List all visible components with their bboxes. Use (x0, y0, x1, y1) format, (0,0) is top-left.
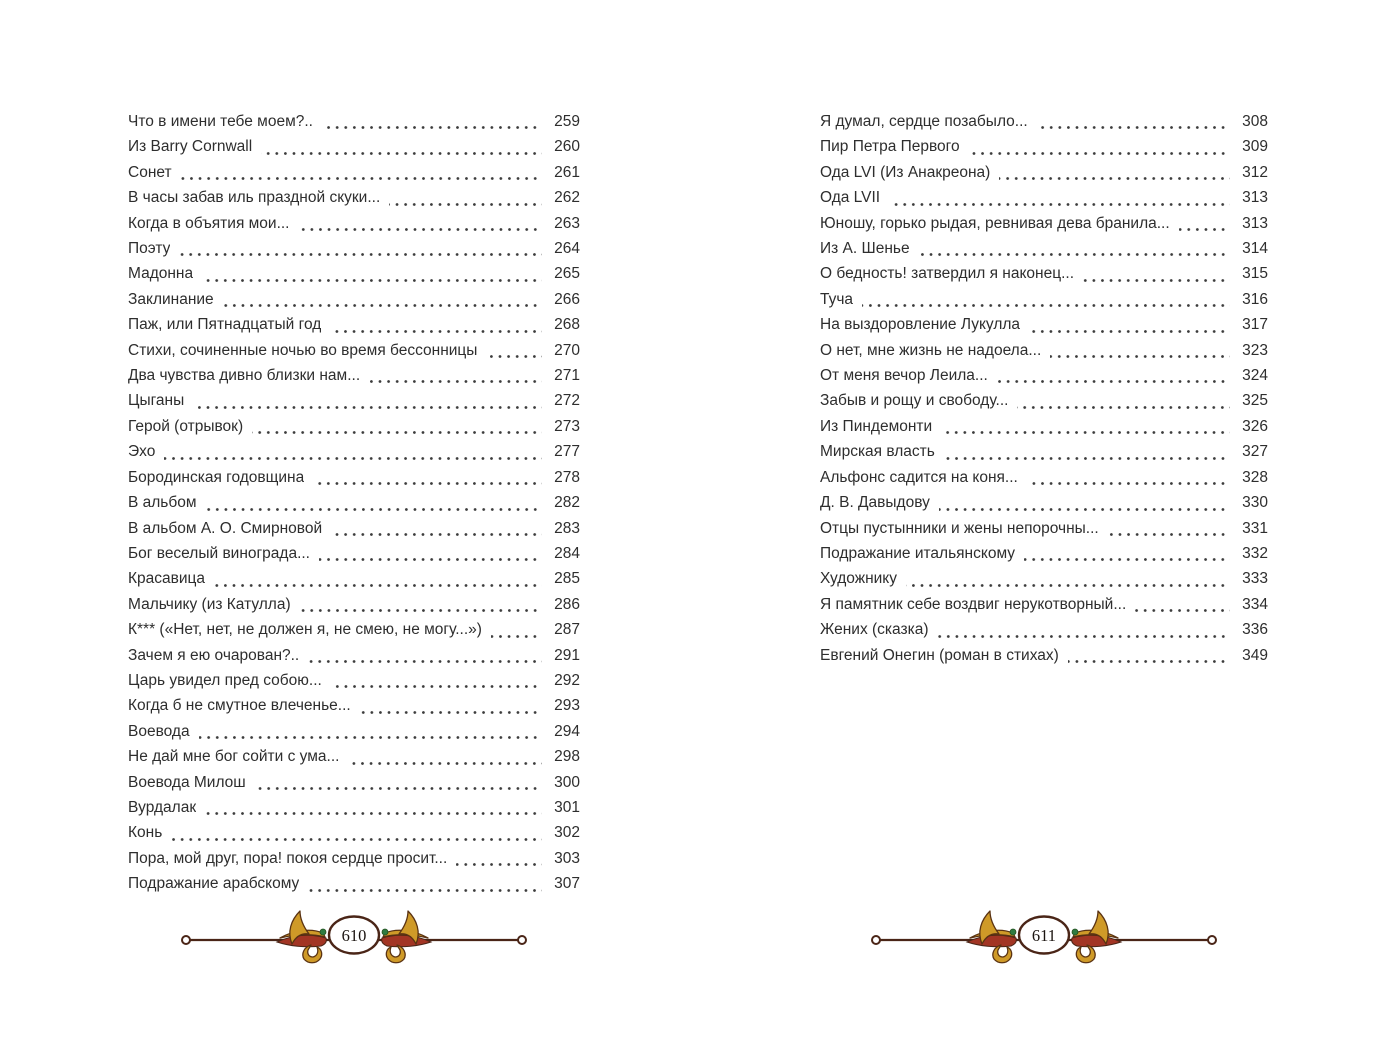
dot-leader (202, 279, 542, 282)
toc-entry-title: Сонет (128, 163, 172, 181)
dot-leader (938, 635, 1230, 638)
toc-entry-page: 327 (1242, 443, 1268, 461)
toc-entry-title: Забыв и рощу и свободу... (820, 392, 1009, 410)
dot-leader (214, 584, 542, 587)
dot-leader (205, 812, 542, 815)
dot-leader (969, 152, 1230, 155)
dot-leader (862, 304, 1230, 307)
toc-entry-page: 291 (554, 646, 580, 664)
ornament-endcap-icon (1208, 936, 1216, 944)
toc-entry (128, 566, 580, 591)
toc-entry-page: 331 (1242, 519, 1268, 537)
toc-entry (128, 516, 580, 541)
toc-entry (128, 109, 580, 134)
toc-entry (820, 109, 1268, 134)
toc-entry (820, 439, 1268, 464)
toc-entry (820, 490, 1268, 515)
dot-leader (360, 711, 542, 714)
toc-entry-title: Отцы пустынники и жены непорочны... (820, 519, 1099, 537)
folio-ornament-right (870, 904, 1218, 968)
dot-leader (486, 355, 542, 358)
toc-entry (128, 287, 580, 312)
toc-entry-title: Жених (сказка) (820, 621, 929, 639)
toc-entry-page: 270 (554, 341, 580, 359)
toc-entry-title: Бородинская годовщина (128, 468, 305, 486)
dot-leader (164, 457, 542, 460)
folio-ornament-left (180, 904, 528, 968)
toc-entry-page: 316 (1242, 290, 1268, 308)
toc-entry-page: 334 (1242, 595, 1268, 613)
dot-leader (1029, 330, 1230, 333)
toc-entry-title: От меня вечор Леила... (820, 367, 988, 385)
toc-entry (128, 795, 580, 820)
toc-entry-title: Два чувства дивно близки нам... (128, 367, 361, 385)
toc-entry (128, 744, 580, 769)
toc-entry-title: Стихи, сочиненные ночью во время бессонницы (128, 341, 478, 359)
acanthus-left-icon (967, 911, 1016, 963)
dot-leader (331, 685, 542, 688)
toc-entry-page: 313 (1242, 214, 1268, 232)
toc-entry-page: 301 (554, 798, 580, 816)
toc-entry-title: Ода LVII (820, 189, 881, 207)
toc-entry (820, 160, 1268, 185)
toc-entry-title: Заклинание (128, 290, 214, 308)
toc-entry-page: 278 (554, 468, 580, 486)
page-left (128, 109, 580, 897)
toc-entry-title: Художнику (820, 570, 898, 588)
toc-entry-title: Из Barry Cornwall (128, 138, 253, 156)
toc-entry-page: 298 (554, 748, 580, 766)
dot-leader (300, 609, 542, 612)
toc-entry-title: Герой (отрывок) (128, 417, 244, 435)
toc-entry (128, 719, 580, 744)
toc-entry-title: Воевода (128, 722, 190, 740)
toc-entry-title: Из Пиндемонти (820, 417, 933, 435)
dot-leader (1135, 609, 1230, 612)
toc-entry-page: 260 (554, 138, 580, 156)
dot-leader (1068, 660, 1230, 663)
toc-entry-page: 312 (1242, 163, 1268, 181)
toc-entry-page: 283 (554, 519, 580, 537)
toc-entry (128, 490, 580, 515)
toc-entry-page: 307 (554, 875, 580, 893)
toc-entry-title: Что в имени тебе моем?.. (128, 113, 313, 130)
toc-entry-page: 286 (554, 595, 580, 613)
toc-entry (128, 211, 580, 236)
toc-entry-title: Зачем я ею очарован?.. (128, 646, 300, 664)
toc-entry (820, 465, 1268, 490)
toc-entry-title: Д. В. Давыдову (820, 494, 930, 512)
dot-leader (308, 889, 542, 892)
toc-entry-page: 263 (554, 214, 580, 232)
toc-entry-page: 324 (1242, 367, 1268, 385)
toc-entry-page: 285 (554, 570, 580, 588)
toc-entry-title: Альфонс садится на коня... (820, 468, 1018, 486)
toc-entry (128, 617, 580, 642)
toc-entry-title: Мадонна (128, 265, 194, 283)
dot-leader (939, 508, 1230, 511)
toc-entry-title: К*** («Нет, нет, не должен я, не смею, не могу...») (128, 621, 482, 639)
toc-entry (820, 261, 1268, 286)
toc-entry (820, 134, 1268, 159)
toc-entry (128, 388, 580, 413)
dot-leader (1108, 533, 1230, 536)
toc-entry-title: Цыганы (128, 392, 185, 410)
toc-entry-title: Воевода Милош (128, 773, 246, 791)
dot-leader (389, 203, 542, 206)
toc-entry (128, 160, 580, 185)
page-footer-left (128, 904, 580, 968)
dot-leader (1179, 228, 1230, 231)
toc-entry-title: Пора, мой друг, пора! покоя сердце просит... (128, 849, 448, 867)
toc-entry-page: 323 (1242, 341, 1268, 359)
green-dot-icon (320, 929, 326, 935)
toc-entry (128, 134, 580, 159)
toc-list-right (820, 109, 1268, 668)
toc-entry-page: 317 (1242, 316, 1268, 334)
toc-entry (128, 770, 580, 795)
dot-leader (330, 330, 542, 333)
dot-leader (179, 253, 542, 256)
dot-leader (997, 380, 1230, 383)
toc-entry-page: 261 (554, 163, 580, 181)
toc-entry-title: Я памятник себе воздвиг нерукотворный... (820, 595, 1127, 613)
green-dot-icon (382, 929, 388, 935)
dot-leader (171, 838, 542, 841)
toc-list-left (128, 109, 580, 897)
ornament-endcap-icon (872, 936, 880, 944)
toc-entry (820, 287, 1268, 312)
toc-entry-page: 293 (554, 697, 580, 715)
folio-number-right: 611 (1031, 926, 1057, 945)
toc-entry-title: Пир Петра Первого (820, 138, 960, 156)
dot-leader (491, 635, 542, 638)
dot-leader (181, 177, 542, 180)
toc-entry (820, 516, 1268, 541)
toc-entry-title: О нет, мне жизнь не надоела... (820, 341, 1042, 359)
toc-entry-page: 271 (554, 367, 580, 385)
dot-leader (1050, 355, 1230, 358)
toc-entry-title: Эхо (128, 443, 156, 461)
toc-entry-title: Когда в объятия мои... (128, 214, 290, 232)
toc-entry-title: Мальчику (из Катулла) (128, 595, 291, 613)
toc-entry-page: 349 (1242, 646, 1268, 664)
toc-entry-page: 262 (554, 189, 580, 207)
dot-leader (348, 762, 542, 765)
toc-entry (820, 388, 1268, 413)
green-dot-icon (1072, 929, 1078, 935)
toc-entry-title: Ода LVI (Из Анакреона) (820, 163, 991, 181)
dot-leader (1024, 558, 1230, 561)
toc-entry-title: В альбом (128, 494, 197, 512)
dot-leader (255, 787, 542, 790)
dot-leader (944, 457, 1230, 460)
toc-entry (820, 414, 1268, 439)
toc-entry (128, 668, 580, 693)
toc-entry-title: О бедность! затвердил я наконец... (820, 265, 1075, 283)
toc-entry (820, 617, 1268, 642)
toc-entry-page: 336 (1242, 621, 1268, 639)
dot-leader (1027, 482, 1230, 485)
toc-entry-page: 314 (1242, 240, 1268, 258)
toc-entry (128, 820, 580, 845)
toc-entry-title: Вурдалак (128, 798, 197, 816)
toc-entry (128, 541, 580, 566)
dot-leader (299, 228, 543, 231)
toc-entry-title: Поэту (128, 240, 171, 258)
dot-leader (889, 203, 1230, 206)
toc-entry-page: 282 (554, 494, 580, 512)
toc-entry-title: Когда б не смутное влеченье... (128, 697, 351, 715)
green-dot-icon (1010, 929, 1016, 935)
dot-leader (206, 508, 542, 511)
toc-entry-title: Юношу, горько рыдая, ревнивая дева бранила... (820, 214, 1170, 232)
toc-entry (128, 338, 580, 363)
toc-entry (128, 592, 580, 617)
dot-leader (193, 406, 542, 409)
toc-entry-page: 315 (1242, 265, 1268, 283)
dot-leader (223, 304, 542, 307)
dot-leader (319, 558, 542, 561)
toc-entry-page: 302 (554, 824, 580, 842)
acanthus-left-icon (277, 911, 326, 963)
toc-entry (820, 592, 1268, 617)
toc-entry-title: Паж, или Пятнадцатый год (128, 316, 322, 334)
page-right (820, 109, 1268, 668)
dot-leader (331, 533, 542, 536)
dot-leader (919, 253, 1230, 256)
toc-entry (128, 414, 580, 439)
toc-entry-title: Красавица (128, 570, 206, 588)
toc-entry-page: 300 (554, 773, 580, 791)
acanthus-right-icon (1072, 911, 1121, 963)
toc-entry (820, 643, 1268, 668)
dot-leader (1017, 406, 1230, 409)
toc-entry-title: Не дай мне бог сойти с ума... (128, 748, 340, 766)
dot-leader (456, 863, 542, 866)
toc-entry (128, 643, 580, 668)
ornament-endcap-icon (182, 936, 190, 944)
dot-leader (1037, 126, 1230, 129)
folio-number-left: 610 (341, 926, 367, 945)
toc-entry-title: Евгений Онегин (роман в стихах) (820, 646, 1059, 664)
toc-entry-page: 277 (554, 443, 580, 461)
dot-leader (313, 482, 542, 485)
ornament-endcap-icon (518, 936, 526, 944)
dot-leader (1083, 279, 1230, 282)
toc-entry-page: 332 (1242, 544, 1268, 562)
toc-entry (128, 185, 580, 210)
dot-leader (252, 431, 542, 434)
dot-leader (199, 736, 542, 739)
toc-entry-page: 287 (554, 621, 580, 639)
dot-leader (308, 660, 542, 663)
toc-entry-title: В альбом А. О. Смирновой (128, 519, 323, 537)
toc-entry-page: 333 (1242, 570, 1268, 588)
toc-entry (820, 312, 1268, 337)
toc-entry-page: 273 (554, 417, 580, 435)
toc-entry-page: 284 (554, 544, 580, 562)
toc-entry-page: 325 (1242, 392, 1268, 410)
toc-entry (820, 185, 1268, 210)
toc-entry (820, 211, 1268, 236)
toc-entry-page: 268 (554, 316, 580, 334)
toc-entry-page: 266 (554, 290, 580, 308)
page-footer-right (820, 904, 1268, 968)
toc-entry-page: 264 (554, 240, 580, 258)
toc-entry (820, 363, 1268, 388)
toc-entry-page: 294 (554, 722, 580, 740)
toc-entry (820, 236, 1268, 261)
toc-entry-title: На выздоровление Лукулла (820, 316, 1021, 334)
toc-entry-title: Царь увидел пред собою... (128, 671, 322, 689)
toc-entry-page: 309 (1242, 138, 1268, 156)
dot-leader (322, 126, 542, 129)
toc-entry-title: Туча (820, 290, 854, 308)
toc-entry-title: Из А. Шенье (820, 240, 910, 258)
toc-entry-title: Подражание итальянскому (820, 544, 1016, 562)
toc-entry-page: 328 (1242, 468, 1268, 486)
toc-entry (820, 566, 1268, 591)
toc-entry (128, 465, 580, 490)
toc-entry (128, 363, 580, 388)
toc-entry-page: 265 (554, 265, 580, 283)
toc-entry-title: Мирская власть (820, 443, 935, 461)
toc-entry (820, 338, 1268, 363)
toc-entry (128, 261, 580, 286)
toc-entry-title: Подражание арабскому (128, 875, 300, 893)
toc-entry-page: 292 (554, 671, 580, 689)
toc-entry-title: Я думал, сердце позабыло... (820, 113, 1028, 130)
dot-leader (369, 380, 542, 383)
dot-leader (941, 431, 1230, 434)
toc-entry-page: 330 (1242, 494, 1268, 512)
toc-entry (128, 312, 580, 337)
toc-entry (820, 541, 1268, 566)
toc-entry (128, 693, 580, 718)
toc-entry (128, 439, 580, 464)
toc-entry-page: 313 (1242, 189, 1268, 207)
toc-entry (128, 236, 580, 261)
dot-leader (999, 177, 1230, 180)
toc-entry (128, 846, 580, 871)
toc-entry-title: Бог веселый винограда... (128, 544, 310, 562)
dot-leader (261, 152, 542, 155)
toc-entry-page: 308 (1242, 113, 1268, 130)
toc-entry-page: 326 (1242, 417, 1268, 435)
acanthus-right-icon (382, 911, 431, 963)
toc-entry-page: 259 (554, 113, 580, 130)
toc-entry-title: Конь (128, 824, 163, 842)
toc-entry-page: 303 (554, 849, 580, 867)
toc-entry-title: В часы забав иль праздной скуки... (128, 189, 381, 207)
toc-entry (128, 871, 580, 896)
toc-entry-page: 272 (554, 392, 580, 410)
dot-leader (906, 584, 1230, 587)
